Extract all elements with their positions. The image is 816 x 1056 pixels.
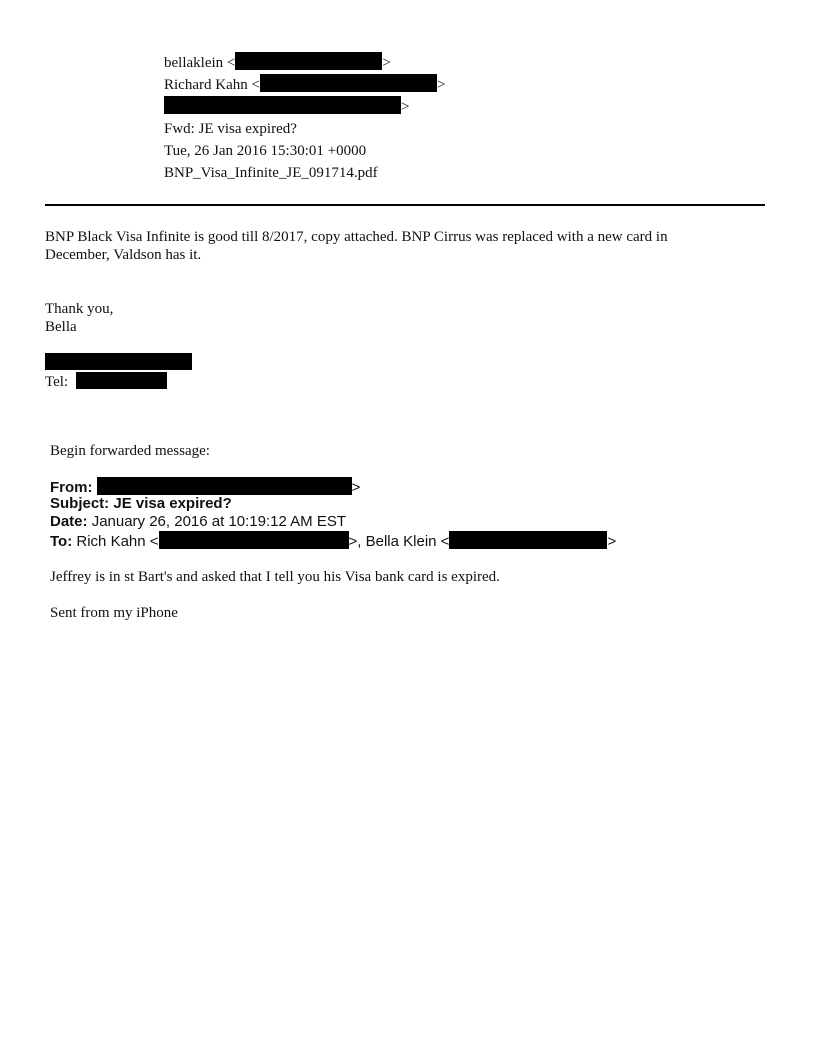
fwd-subject-row	[50, 495, 232, 513]
fwd-message: Jeffrey is in st Bart's and asked that I tell you his Visa bank card is expired.	[50, 569, 500, 585]
redaction-box	[97, 477, 352, 495]
fwd-date-label: Date:	[50, 513, 88, 530]
fwd-to-label: To:	[50, 533, 73, 550]
from-value	[164, 52, 391, 73]
attachment-filename[interactable]: BNP_Visa_Infinite_JE_091714.pdf	[164, 165, 378, 181]
fwd-subject-label: Subject:	[50, 495, 110, 512]
fwd-date-value: January 26, 2016 at 10:19:12 AM EST	[91, 513, 347, 530]
cc-value	[164, 96, 409, 117]
redaction-box	[45, 353, 192, 370]
fwd-to-name-1: Rich Kahn <	[76, 533, 159, 550]
fwd-subject-value: JE visa expired?	[113, 495, 232, 512]
body-line-1: BNP Black Visa Infinite is good till 8/2017, copy attached. BNP Cirrus was replaced with a new card in	[45, 229, 668, 245]
redaction-box	[449, 531, 607, 549]
redaction-box	[76, 372, 167, 389]
to-name: Richard Kahn <	[164, 77, 260, 93]
from-name: bellaklein <	[164, 55, 236, 71]
fwd-to-separator: >, Bella Klein <	[348, 533, 450, 550]
signature-redacted-line	[45, 353, 192, 372]
forwarded-intro: Begin forwarded message:	[50, 443, 210, 459]
fwd-from-row	[50, 477, 360, 497]
fwd-sent-from: Sent from my iPhone	[50, 605, 178, 621]
date-value: Tue, 26 Jan 2016 15:30:01 +0000	[164, 143, 367, 159]
cc-close: >	[401, 99, 410, 115]
fwd-from-close: >	[351, 479, 361, 496]
signature-name: Bella	[45, 319, 77, 335]
to-value	[164, 74, 445, 95]
tel-label: Tel:	[45, 374, 69, 390]
redaction-box	[235, 52, 382, 70]
fwd-to-close: >	[607, 533, 617, 550]
tel-line	[45, 372, 167, 391]
fwd-from-label: From:	[50, 479, 93, 496]
from-close: >	[382, 55, 391, 71]
subject-value: Fwd: JE visa expired?	[164, 121, 297, 137]
body-line-2: December, Valdson has it.	[45, 247, 202, 263]
to-close: >	[436, 77, 446, 93]
redaction-box	[164, 96, 401, 114]
redaction-box	[260, 74, 437, 92]
fwd-to-row	[50, 531, 616, 551]
thanks-line: Thank you,	[45, 301, 114, 317]
redaction-box	[159, 531, 349, 549]
header-divider	[45, 204, 765, 206]
fwd-date-row	[50, 513, 346, 531]
